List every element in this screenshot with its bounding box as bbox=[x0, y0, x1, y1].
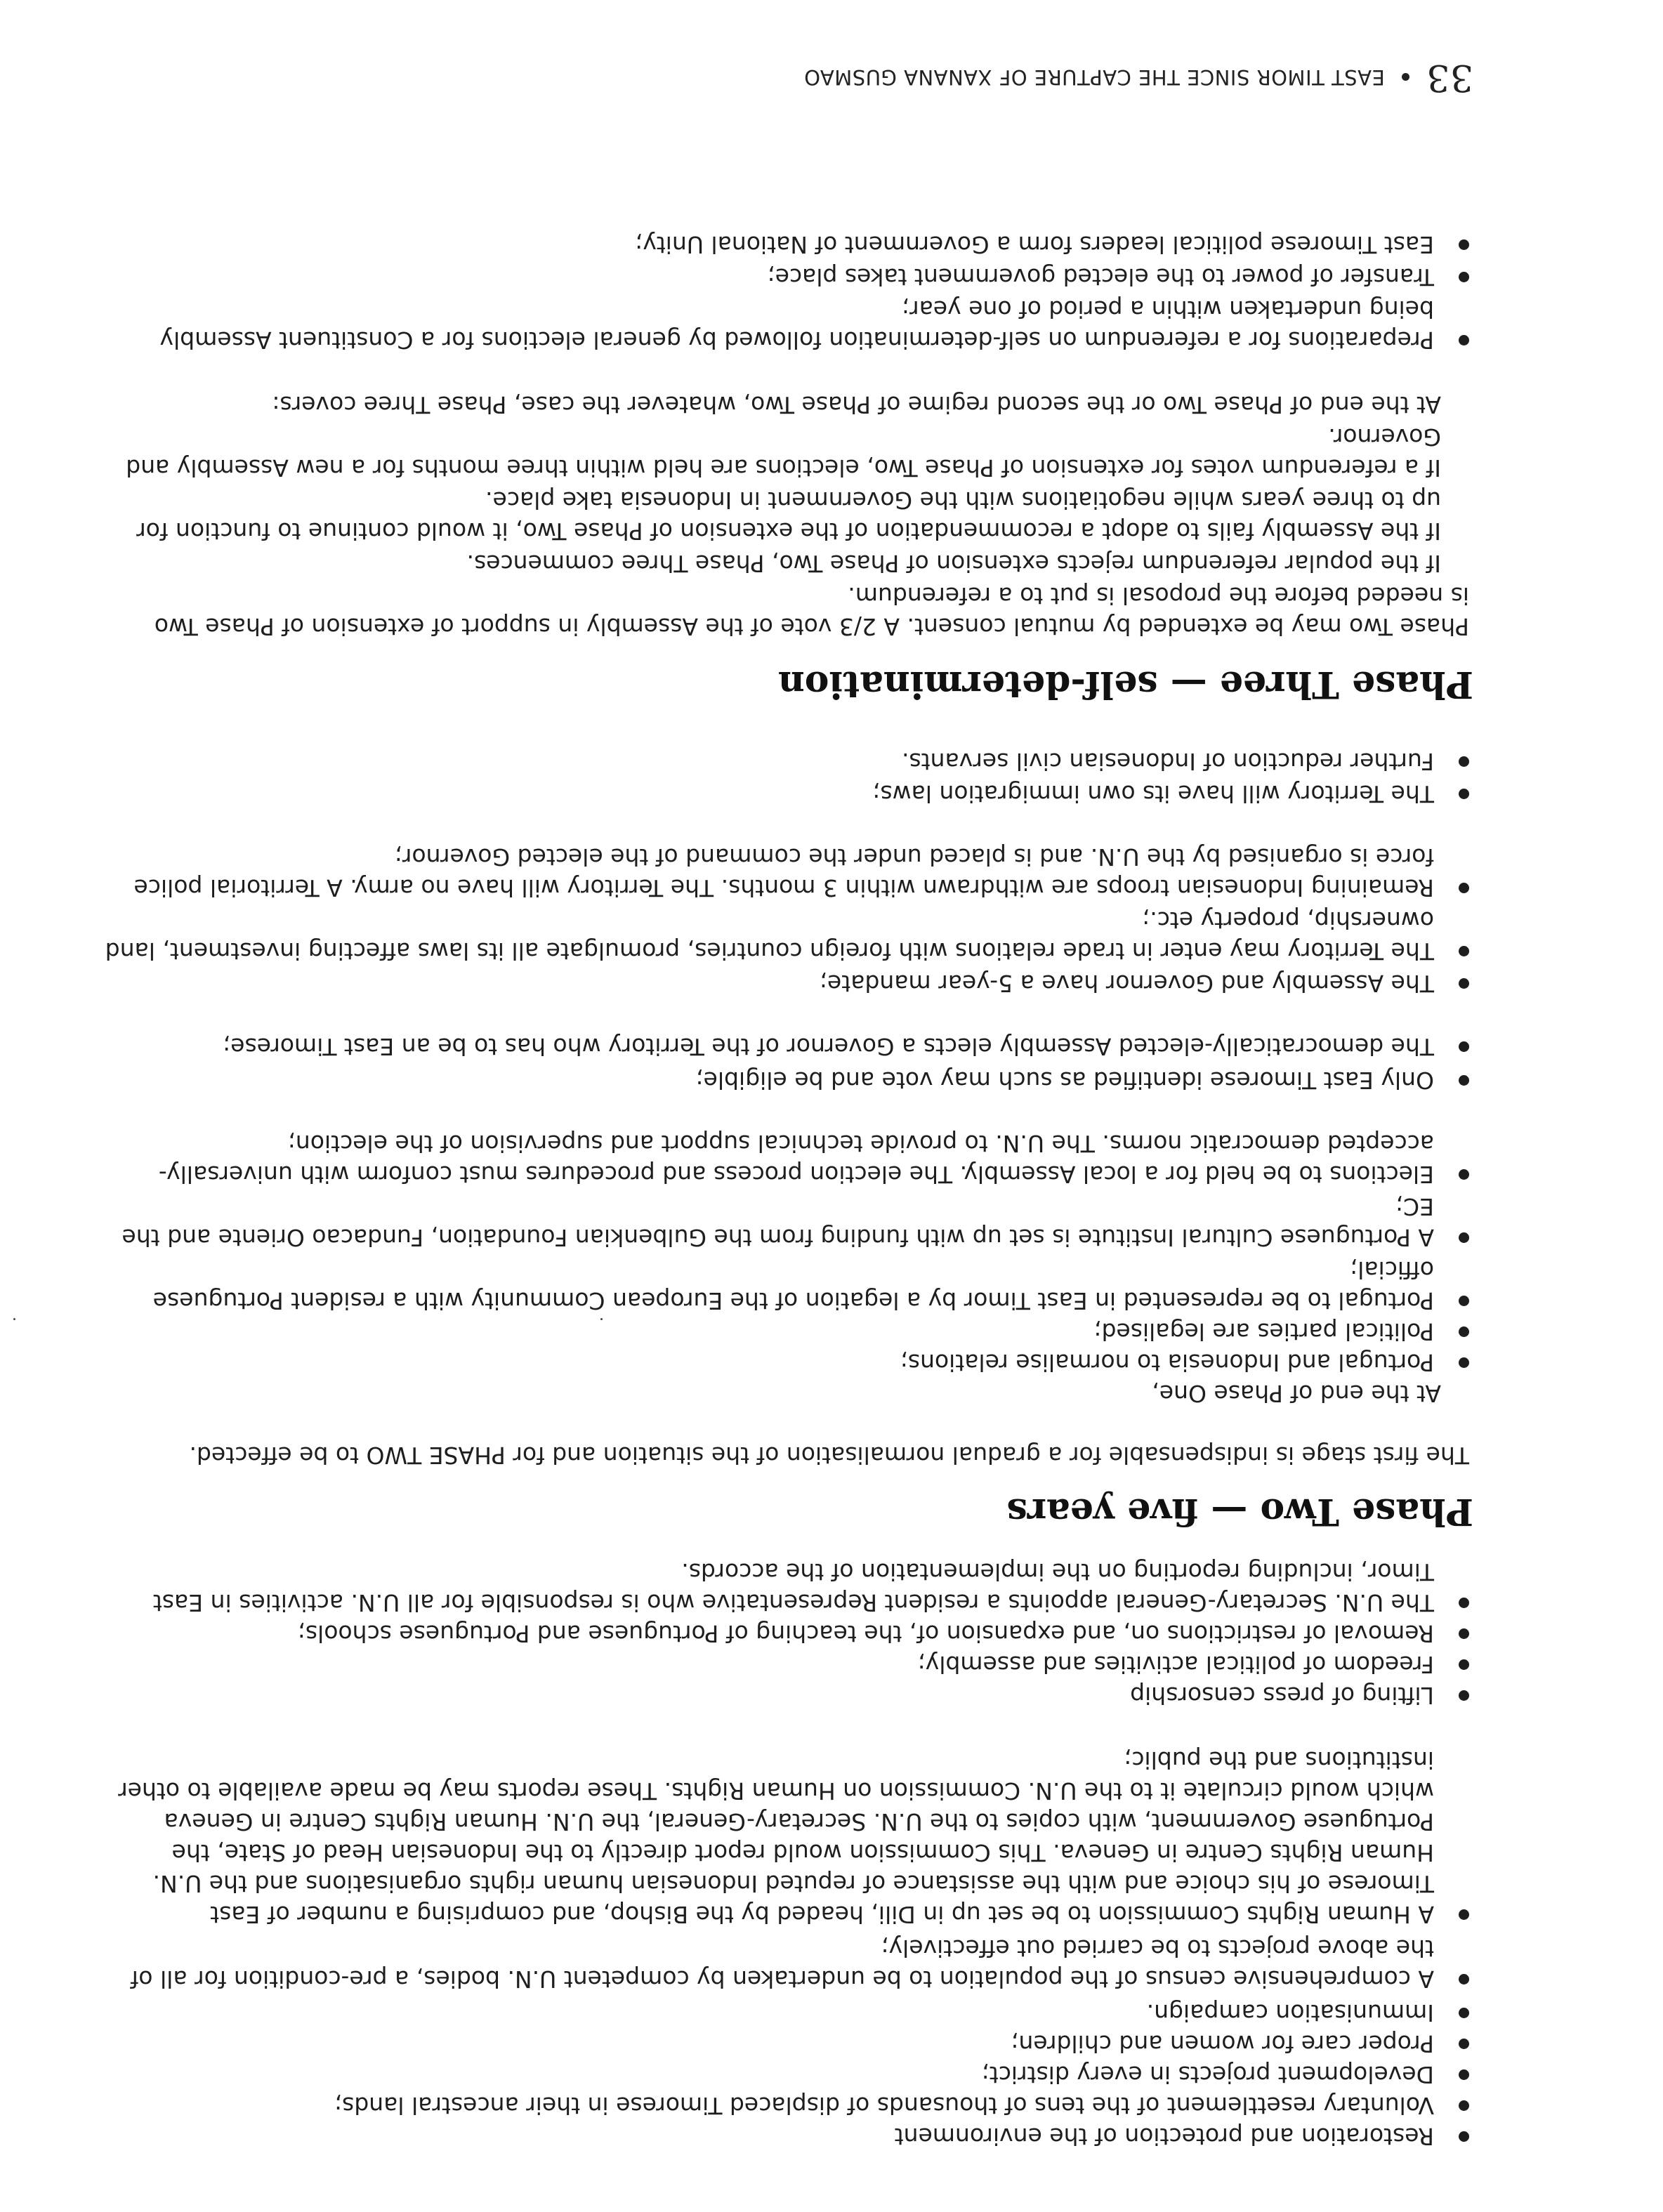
list-item: The Territory may enter in trade relations with foreign countries, promulgate all its laws affecting investment, land ownership, property etc.; bbox=[100, 904, 1473, 966]
running-head bbox=[139, 58, 1473, 97]
scan-speck bbox=[13, 1318, 15, 1320]
list-item: Further reduction of Indonesian civil servants. bbox=[100, 746, 1473, 777]
list-item: Proper care for women and children; bbox=[100, 2028, 1473, 2059]
list-item: The democratically-elected Assembly elects a Governor of the Territory who has to be an East Timorese; bbox=[100, 1031, 1473, 1062]
separator-dot bbox=[1402, 74, 1409, 81]
paragraph: At the end of Phase Two or the second regime of Phase Two, whatever the case, Phase Three covers: bbox=[272, 391, 1441, 419]
paragraph: If the popular referendum rejects extension of Phase Two, Phase Three commences. bbox=[466, 550, 1441, 577]
list-item: The Territory will have its own immigration laws; bbox=[100, 778, 1473, 809]
list-item: East Timorese political leaders form a Government of National Unity; bbox=[100, 229, 1473, 260]
list-item: Removal of restrictions on, and expansion of, the teaching of Portuguese and Portuguese schools; bbox=[100, 1618, 1473, 1649]
end-of-phase-one: At the end of Phase One, bbox=[1152, 1380, 1441, 1407]
list-item: Immunisation campaign. bbox=[100, 1997, 1473, 2028]
list-item: A Portuguese Cultural Institute is set up with funding from the Gulbenkian Foundation, Fundacao Oriente and the EC; bbox=[100, 1191, 1473, 1253]
paragraph: If the Assembly fails to adopt a recommendation of the extension of Phase Two, it would continue to function for up to three years while negotiations with the Government in Indonesia take place. bbox=[136, 487, 1441, 545]
list-item: Remaining Indonesian troops are withdrawn within 3 months. The Territory will have no army. A Territorial police force is organised by the U.N. and is placed under the command of the elected Governor; bbox=[100, 841, 1473, 903]
section-heading-phase-three: Phase Three — self-determination bbox=[777, 663, 1473, 706]
list-item: A Human Rights Commission to be set up in Dili, headed by the Bishop, and comprising a number of East Timorese of his choice and with the assistance of reputed Indonesian human rights organisations and the U.N. Human Rights Centre in Geneva. This Commission would report directly to the Indonesian Head of State, the Portuguese Government, with copies to the U.N. Secretary-General, the U.N. Human Rights Centre in Geneva which would circulate it to the U.N. Commission on Human Rights. These reports may be made available to other institutions and the public; bbox=[100, 1744, 1473, 1930]
phase-two-intro: The first stage is indispensable for a gradual normalisation of the situation and for PHASE TWO to be effected. bbox=[189, 1442, 1469, 1469]
list-item: The U.N. Secretary-General appoints a resident Representative who is responsible for all U.N. activities in East Timor, including reporting on the implementation of the accords. bbox=[100, 1556, 1473, 1618]
list-item: Portugal and Indonesia to normalise relations; bbox=[100, 1347, 1473, 1378]
paragraph: Phase Two may be extended by mutual consent. A 2/3 vote of the Assembly in support of extension of Phase Two is needed before the proposal is put to a referendum. bbox=[154, 582, 1469, 640]
list-item: Portugal to be represented in East Timor by a legation of the European Community with a resident Portuguese official; bbox=[100, 1254, 1473, 1316]
list-item: Lifting of press censorship bbox=[100, 1680, 1473, 1711]
list-item: Preparations for a referendum on self-determination followed by general elections for a Constituent Assembly being undertaken within a period of one year; bbox=[100, 294, 1473, 355]
list-item: Restoration and protection of the environment bbox=[100, 2121, 1473, 2152]
running-head-title: EAST TIMOR SINCE THE CAPTURE OF XANANA GUSMAO bbox=[803, 65, 1385, 89]
list-item: Development projects in every district; bbox=[100, 2059, 1473, 2090]
scan-speck bbox=[600, 1318, 603, 1320]
list-item: Political parties are legalised; bbox=[100, 1316, 1473, 1347]
list-item: The Assembly and Governor have a 5-year mandate; bbox=[100, 968, 1473, 999]
list-item: Voluntary resettlement of the tens of thousands of displaced Timorese in their ancestral lands; bbox=[100, 2090, 1473, 2121]
list-item: Only East Timorese identified as such may vote and be eligible; bbox=[100, 1065, 1473, 1095]
list-item: A comprehensive census of the population to be undertaken by competent U.N. bodies, a pre-condition for all of the above projects to be carried out effectively; bbox=[100, 1933, 1473, 1994]
page-number: 33 bbox=[1426, 56, 1473, 98]
list-item: Freedom of political activities and assembly; bbox=[100, 1649, 1473, 1680]
section-heading-phase-two: Phase Two — five years bbox=[1006, 1490, 1473, 1533]
list-item: Elections to be held for a local Assembly. The election process and procedures must conform with universally-accepted democratic norms. The U.N. to provide technical support and supervision of the election; bbox=[100, 1128, 1473, 1190]
paragraph: If a referendum votes for extension of Phase Two, elections are held within three months for a new Assembly and Governor. bbox=[126, 423, 1441, 482]
list-item: Transfer of power to the elected government takes place; bbox=[100, 261, 1473, 292]
